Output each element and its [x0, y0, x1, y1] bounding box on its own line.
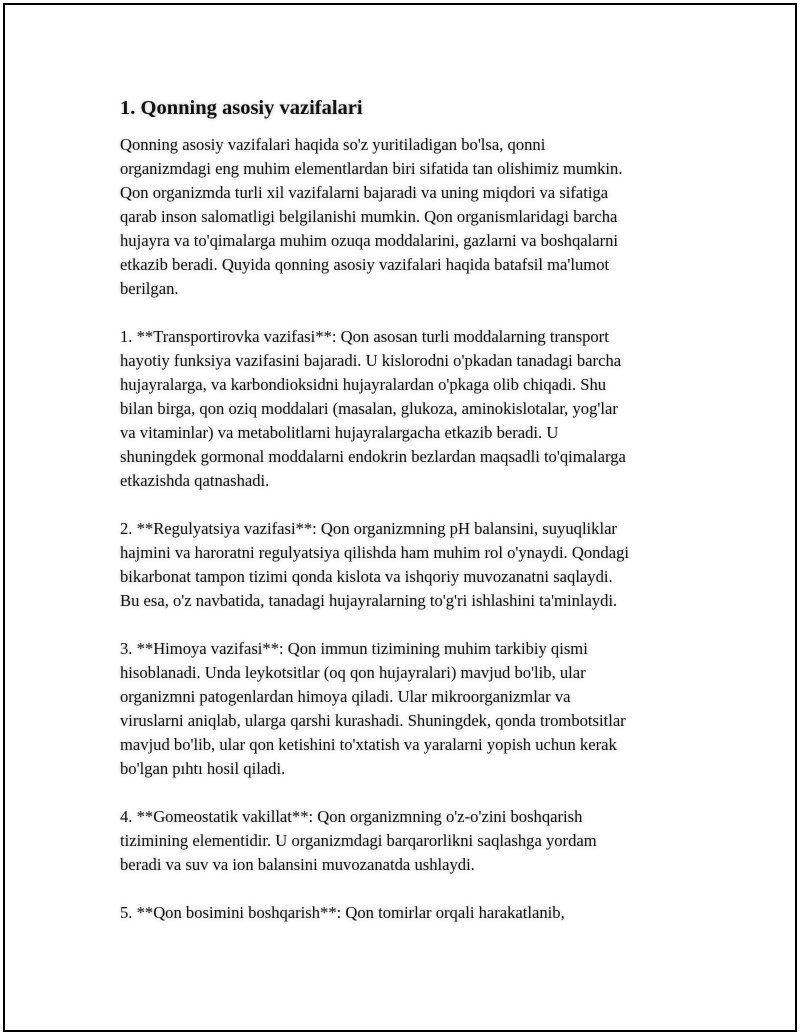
body-paragraph [120, 901, 700, 925]
text-line: Qon organizmda turli xil vazifalarni bajaradi va uning miqdori va sifatiga [120, 183, 609, 202]
body-paragraph [120, 325, 700, 493]
text-line: 1. **Transportirovka vazifasi**: Qon asosan turli moddalarning transport [120, 327, 609, 346]
text-line: 5. **Qon bosimini boshqarish**: Qon tomirlar orqali harakatlanib, [120, 903, 565, 922]
document-content [120, 93, 700, 949]
text-line: organizmdagi eng muhim elementlardan biri sifatida tan olishimiz mumkin. [120, 159, 623, 178]
text-line: beradi va suv va ion balansini muvozanatda ushlaydi. [120, 855, 475, 874]
text-line: 3. **Himoya vazifasi**: Qon immun tizimining muhim tarkibiy qismi [120, 639, 588, 658]
text-line: berilgan. [120, 279, 179, 298]
text-line: Bu esa, o'z navbatida, tanadagi hujayralarning to'g'ri ishlashini ta'minlaydi. [120, 591, 618, 610]
text-line: 2. **Regulyatsiya vazifasi**: Qon organizmning pH balansini, suyuqliklar [120, 519, 617, 538]
body-paragraph [120, 517, 700, 613]
text-line: 4. **Gomeostatik vakillat**: Qon organizmning o'z-o'zini boshqarish [120, 807, 583, 826]
text-line: hujayra va to'qimalarga muhim ozuqa moddalarini, gazlarni va boshqalarni [120, 231, 619, 250]
text-line: hujayralarga, va karbondioksidni hujayralardan o'pkaga olib chiqadi. Shu [120, 375, 607, 394]
body-paragraph [120, 637, 700, 781]
text-line: organizmni patogenlardan himoya qiladi. Ular mikroorganizmlar va [120, 687, 571, 706]
text-line: mavjud bo'lib, ular qon ketishini to'xtatish va yaralarni yopish uchun kerak [120, 735, 617, 754]
text-line: etkazib beradi. Quyida qonning asosiy vazifalari haqida batafsil ma'lumot [120, 255, 610, 274]
text-line: hayotiy funksiya vazifasini bajaradi. U kislorodni o'pkadan tanadagi barcha [120, 351, 622, 370]
section-heading: 1. Qonning asosiy vazifalari [120, 97, 363, 119]
body-paragraph [120, 133, 700, 301]
text-line: qarab inson salomatligi belgilanishi mumkin. Qon organismlaridagi barcha [120, 207, 618, 226]
text-line: hisoblanadi. Unda leykotsitlar (oq qon hujayralari) mavjud bo'lib, ular [120, 663, 586, 682]
text-line: bilan birga, qon oziq moddalari (masalan, glukoza, aminokislotalar, yog'lar [120, 399, 618, 418]
text-line: etkazishda qatnashadi. [120, 471, 270, 490]
text-line: shuningdek gormonal moddalarni endokrin bezlardan maqsadli to'qimalarga [120, 447, 626, 466]
text-line: hajmini va haroratni regulyatsiya qilishda ham muhim rol o'ynaydi. Qondagi [120, 543, 629, 562]
text-line: Qonning asosiy vazifalari haqida so'z yuritiladigan bo'lsa, qonni [120, 135, 546, 154]
body-paragraph [120, 805, 700, 877]
paragraph-list [120, 133, 700, 925]
text-line: va vitaminlar) va metabolitlarni hujayralargacha etkazib beradi. U [120, 423, 559, 442]
text-line: bo'lgan pıhtı hosil qiladi. [120, 759, 286, 778]
text-line: tizimining elementidir. U organizmdagi barqarorlikni saqlashga yordam [120, 831, 597, 850]
document-page [3, 3, 797, 1032]
text-line: viruslarni aniqlab, ularga qarshi kurashadi. Shuningdek, qonda trombotsitlar [120, 711, 626, 730]
text-line: bikarbonat tampon tizimi qonda kislota va ishqoriy muvozanatni saqlaydi. [120, 567, 613, 586]
